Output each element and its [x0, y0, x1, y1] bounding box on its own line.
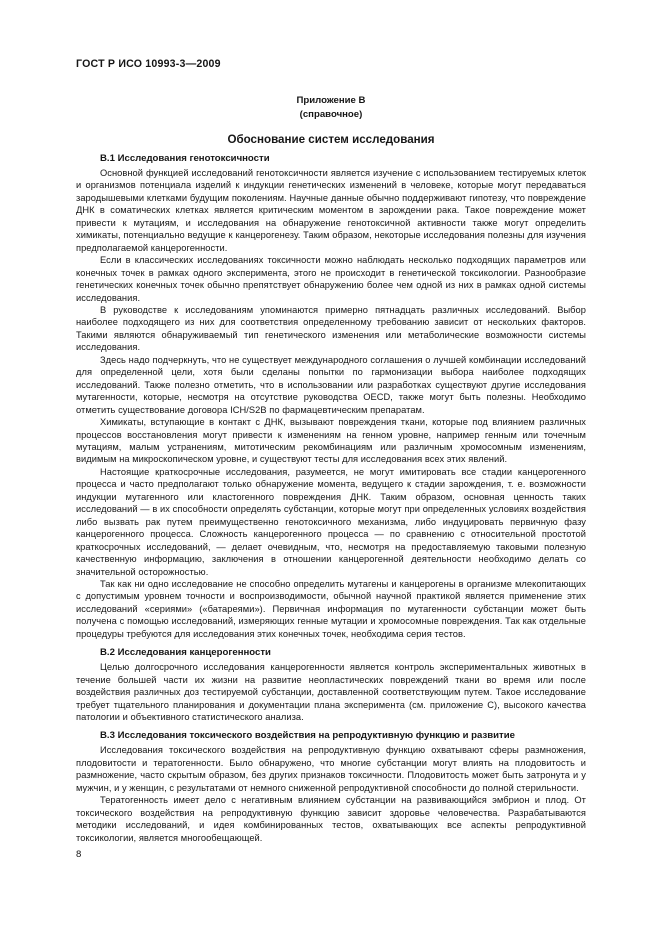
section-heading-b1: В.1 Исследования генотоксичности	[100, 153, 270, 164]
paragraph: Основной функцией исследований генотоксичности является изучение с использованием тестируемых клеток и организмов потенциала изделий к индукции генетических изменений в человеке, которые могут передаваться зародышевыми клетками будущим поколениям. Научные данные обычно поддерживают гипотезу, что повреждение ДНК в соматических клетках является критическим моментом в зарождении рака. Такое повреждение может привести к мутациям, и исследования на обнаружение генотоксичной активности также могут определить химикаты, потенциально ведущие к канцерогенезу. Таким образом, некоторые исследования полезны для изучения предполагаемой канцерогенности.	[76, 168, 586, 253]
paragraph: Настоящие краткосрочные исследования, разумеется, не могут имитировать все стадии канцерогенного процесса и часто предполагают только обнаружение момента, ведущего к стадии зарождения, т. е. возможности индукции мутагенного или кластогенного повреждения ДНК. Таким образом, основная ценность таких исследований — в их способности определять субстанции, которые могут при определенных условиях воздействия либо вызвать рак путем преимущественно генотоксичного механизма, либо индуцировать первичную фазу канцерогенного процесса. Сложность канцерогенного процесса — по сравнению с относительной простотой краткосрочных исследований, — делает очевидным, что, несмотря на предоставляемую таковыми полезную качественную информацию, заключения в отношении канцерогенной деятельности необходимо делать со значительной осторожностью.	[76, 466, 586, 577]
appendix-title: Обоснование систем исследования	[227, 133, 435, 146]
paragraph: Целью долгосрочного исследования канцерогенности является контроль экспериментальных животных в течение большей части их жизни на развитие неопластических повреждений ткани во время или после воздействия различных доз тестируемой субстанции, доставленной соответствующим путем. Такое исследование требует тщательного планирования и документации плана эксперимента (см. приложение С), высокого качества патологии и объективного статистического анализа.	[76, 662, 586, 723]
page-number: 8	[76, 849, 82, 860]
paragraph: Химикаты, вступающие в контакт с ДНК, вызывают повреждения ткани, которые под влиянием различных процессов восстановления могут привести к изменениям на генном уровне, например генным или точечным мутациям, малым устранениям, митотическим рекомбинациям или различным хромосомным изменениям, видимым на микроскопическом уровне, и существуют тесты для исследования всех этих явлений.	[76, 417, 586, 465]
appendix-type: (справочное)	[299, 109, 363, 120]
paragraph: Здесь надо подчеркнуть, что не существует международного соглашения о лучшей комбинации исследований для определенной цели, хотя были сделаны попытки по гармонизации выбора наиболее подходящих исследований. Также полезно отметить, что в использовании или разработках существуют другие исследования мутагенности, которые, несмотря на отсутствие руководства OECD, также могут быть полезны. Необходимо отметить существование договора ICH/S2B по фармацевтическим препаратам.	[76, 354, 586, 415]
paragraph: Так как ни одно исследование не способно определить мутагены и канцерогены в организме млекопитающих с допустимым уровнем точности и воспроизводимости, обычной научной практикой является применение этих исследований «сериями» («батареями»). Первичная информация по мутагенности субстанции может быть получена с помощью исследований, измеряющих генные мутации и хромосомные повреждения. Так как отдельные процедуры требуются для исследования этих конечных точек, необходима серия тестов.	[76, 578, 586, 639]
paragraph: Исследования токсического воздействия на репродуктивную функцию охватывают сферы размножения, плодовитости и тератогенности. Было обнаружено, что многие субстанции могут влиять на плодовитость и размножение, часто скрытым образом, без других признаков токсичности. Плодовитость может быть затронута и у мужчин, и у женщин, с результатами от немного сниженной репродуктивной способности до полной стерильности.	[76, 745, 586, 793]
section-heading-b2: В.2 Исследования канцерогенности	[100, 647, 271, 659]
paragraph: В руководстве к исследованиям упоминаются примерно пятнадцать различных исследований. Выбор наиболее подходящего из них для соответствия определенному требованию зависит от нескольких факторов. Такими являются обнаруживаемый тип генетического изменения или метаболические возможности системы исследования.	[76, 304, 586, 353]
standard-designation: ГОСТ Р ИСО 10993-3—2009	[76, 58, 221, 70]
paragraph: Если в классических исследованиях токсичности можно наблюдать несколько подходящих параметров или конечных точек в рамках одного эксперимента, этого не происходит в генетической токсикологии. Разнообразие генетических конечных точек обычно препятствует обнаружению более чем одной из них в рамках одной системы исследования.	[76, 255, 586, 303]
section-heading-b3: В.3 Исследования токсического воздействия на репродуктивную функцию и развитие	[100, 730, 515, 742]
appendix-label: Приложение В	[296, 95, 366, 106]
paragraph: Тератогенность имеет дело с негативным влиянием субстанции на развивающийся эмбрион и плод. От токсического воздействия на репродуктивную функцию зависит здоровье человечества. Разрабатываются методики исследований, и идея комбинированных тестов, охватывающих все аспекты репродуктивной токсикологии, является многообещающей.	[76, 795, 586, 843]
